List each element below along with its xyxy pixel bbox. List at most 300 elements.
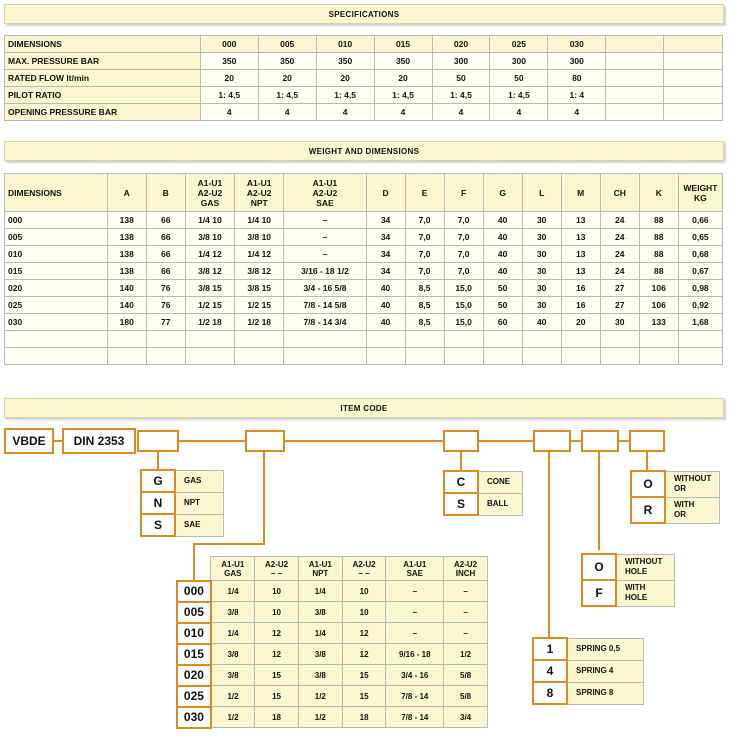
size-cell: 1/4 <box>298 581 342 602</box>
weight-cell: 8,5 <box>405 280 444 297</box>
size-cell: 10 <box>342 581 386 602</box>
weight-header-cell: A1-U1 A2-U2 SAE <box>284 174 366 212</box>
weight-cell <box>444 331 483 348</box>
weight-cell: – <box>284 229 366 246</box>
prefix-vbde-box <box>4 428 54 454</box>
size-cell: 3/8 <box>211 665 255 686</box>
spring-code-slot <box>533 430 571 452</box>
weight-cell: 34 <box>366 212 405 229</box>
weight-cell: 30 <box>522 246 561 263</box>
weight-cell <box>639 331 678 348</box>
connector-line <box>460 452 462 470</box>
weight-row <box>5 212 723 229</box>
size-cell: – <box>386 623 444 644</box>
seal-code: R <box>631 497 665 523</box>
weight-cell: 30 <box>522 280 561 297</box>
weight-cell: 77 <box>146 314 185 331</box>
weight-cell <box>561 348 600 365</box>
spec-cell: 350 <box>258 53 316 70</box>
weight-cell: 30 <box>522 229 561 246</box>
size-header-cell: A1-U1 GAS <box>211 557 255 581</box>
weight-cell: 7,0 <box>444 212 483 229</box>
weight-cell: 66 <box>146 229 185 246</box>
seal-code: O <box>631 471 665 497</box>
spec-cell: 015 <box>374 36 432 53</box>
spec-cell: 1: 4,5 <box>374 87 432 104</box>
poppet-code: S <box>444 493 478 515</box>
size-cell: 1/2 <box>298 707 342 728</box>
hole-code-slot <box>581 430 619 452</box>
spec-cell: 80 <box>548 70 606 87</box>
connector-line <box>263 452 265 544</box>
size-cell: – <box>386 602 444 623</box>
weight-header-cell: WEIGHT KG <box>678 174 722 212</box>
weight-cell: 7,0 <box>444 246 483 263</box>
spring-code: 8 <box>533 682 567 704</box>
thread-code: S <box>141 514 175 536</box>
weight-cell <box>678 331 722 348</box>
thread-legend-row <box>141 470 224 492</box>
weight-row <box>5 229 723 246</box>
weight-cell: 13 <box>561 263 600 280</box>
weight-row <box>5 280 723 297</box>
spec-cell: 010 <box>316 36 374 53</box>
weight-header-cell: DIMENSIONS <box>5 174 108 212</box>
weight-cell: 138 <box>107 263 146 280</box>
size-code: 000 <box>177 581 211 602</box>
spec-cell: 020 <box>432 36 490 53</box>
weight-cell: 010 <box>5 246 108 263</box>
size-cell: 3/8 <box>298 602 342 623</box>
spring-desc: SPRING 4 <box>567 660 644 682</box>
hole-legend <box>581 553 675 607</box>
weight-cell: 3/4 - 16 5/8 <box>284 280 366 297</box>
weight-cell: 15,0 <box>444 297 483 314</box>
weight-header-row <box>5 174 723 212</box>
weight-header-cell: F <box>444 174 483 212</box>
size-row <box>177 581 488 602</box>
weight-cell: 7,0 <box>405 229 444 246</box>
size-code: 010 <box>177 623 211 644</box>
weight-cell: 40 <box>483 246 522 263</box>
spring-legend-row <box>533 682 644 704</box>
weight-dimensions-title-bar <box>4 141 724 161</box>
poppet-desc: CONE <box>478 471 523 493</box>
weight-cell <box>146 331 185 348</box>
weight-cell <box>522 348 561 365</box>
spec-row-label: PILOT RATIO <box>5 87 201 104</box>
weight-cell <box>600 331 639 348</box>
weight-cell: 24 <box>600 229 639 246</box>
size-cell: 5/8 <box>444 665 488 686</box>
weight-cell: 8,5 <box>405 297 444 314</box>
weight-cell <box>600 348 639 365</box>
weight-cell: 34 <box>366 246 405 263</box>
item-code-title: ITEM CODE <box>340 403 388 413</box>
thread-legend-row <box>141 514 224 536</box>
size-cell: 1/4 <box>211 581 255 602</box>
size-cell: 3/8 <box>211 644 255 665</box>
weight-cell: 50 <box>483 280 522 297</box>
size-cell: 3/4 <box>444 707 488 728</box>
size-cell: 5/8 <box>444 686 488 707</box>
seal-desc: WITH OR <box>665 497 720 523</box>
weight-cell: 000 <box>5 212 108 229</box>
weight-cell: 7,0 <box>405 263 444 280</box>
size-cell: – <box>444 623 488 644</box>
weight-cell: 133 <box>639 314 678 331</box>
spec-cell: 4 <box>548 104 606 121</box>
seal-code-slot <box>629 430 665 452</box>
spec-cell: 4 <box>374 104 432 121</box>
weight-header-cell: A1-U1 A2-U2 NPT <box>235 174 284 212</box>
weight-cell <box>107 331 146 348</box>
weight-cell <box>284 348 366 365</box>
spec-cell: 300 <box>548 53 606 70</box>
size-cell: 18 <box>255 707 299 728</box>
weight-header-cell: CH <box>600 174 639 212</box>
spring-desc: SPRING 8 <box>567 682 644 704</box>
weight-row <box>5 331 723 348</box>
spring-code: 4 <box>533 660 567 682</box>
thread-code: G <box>141 470 175 492</box>
hole-desc: WITH HOLE <box>616 580 675 606</box>
weight-cell: 15,0 <box>444 280 483 297</box>
spec-cell: 025 <box>490 36 548 53</box>
spec-cell <box>664 53 723 70</box>
weight-cell: 7,0 <box>405 246 444 263</box>
spring-legend-row <box>533 638 644 660</box>
weight-row <box>5 246 723 263</box>
poppet-desc: BALL <box>478 493 523 515</box>
weight-cell <box>444 348 483 365</box>
size-row <box>177 665 488 686</box>
weight-cell: 40 <box>366 314 405 331</box>
weight-cell: 138 <box>107 212 146 229</box>
size-row <box>177 623 488 644</box>
spec-cell <box>606 53 664 70</box>
spec-cell <box>606 87 664 104</box>
size-code-slot <box>245 430 285 452</box>
size-legend <box>176 556 488 729</box>
seal-legend-row <box>631 497 720 523</box>
weight-cell: 40 <box>366 280 405 297</box>
weight-cell <box>483 348 522 365</box>
weight-cell: 66 <box>146 212 185 229</box>
spec-row <box>5 53 723 70</box>
weight-cell: 1/2 15 <box>185 297 234 314</box>
weight-cell: 138 <box>107 229 146 246</box>
weight-cell <box>366 331 405 348</box>
size-cell: 7/8 - 14 <box>386 707 444 728</box>
weight-cell <box>561 331 600 348</box>
size-cell: 10 <box>255 602 299 623</box>
connector-line <box>598 452 600 550</box>
weight-cell: 16 <box>561 280 600 297</box>
spring-desc: SPRING 0,5 <box>567 638 644 660</box>
size-cell: 1/2 <box>298 686 342 707</box>
weight-cell: 8,5 <box>405 314 444 331</box>
spec-cell: 005 <box>258 36 316 53</box>
weight-cell: 0,98 <box>678 280 722 297</box>
spec-row <box>5 87 723 104</box>
thread-desc: SAE <box>175 514 224 536</box>
weight-cell: 0,67 <box>678 263 722 280</box>
spec-cell: 4 <box>316 104 374 121</box>
spec-cell: 300 <box>490 53 548 70</box>
size-cell: 3/8 <box>211 602 255 623</box>
spec-cell: 030 <box>548 36 606 53</box>
weight-cell: 24 <box>600 212 639 229</box>
spec-cell: 1: 4,5 <box>432 87 490 104</box>
spec-row-label: RATED FLOW lt/min <box>5 70 201 87</box>
hole-desc: WITHOUT HOLE <box>616 554 675 580</box>
weight-cell <box>185 331 234 348</box>
size-cell: 1/4 <box>211 623 255 644</box>
weight-cell <box>366 348 405 365</box>
weight-cell <box>284 331 366 348</box>
weight-cell: 40 <box>483 212 522 229</box>
weight-cell <box>107 348 146 365</box>
thread-desc: NPT <box>175 492 224 514</box>
spec-cell <box>664 87 723 104</box>
weight-cell: 1/4 12 <box>185 246 234 263</box>
size-cell: 15 <box>255 686 299 707</box>
hole-legend-row <box>582 554 675 580</box>
spec-cell: 350 <box>200 53 258 70</box>
weight-cell <box>405 348 444 365</box>
weight-cell: 106 <box>639 280 678 297</box>
weight-cell: 7,0 <box>405 212 444 229</box>
size-header-cell: A1-U1 SAE <box>386 557 444 581</box>
weight-cell: 3/8 15 <box>235 280 284 297</box>
weight-header-cell: K <box>639 174 678 212</box>
spec-cell: 1: 4,5 <box>316 87 374 104</box>
weight-cell: 88 <box>639 212 678 229</box>
weight-cell: 76 <box>146 280 185 297</box>
weight-cell: 60 <box>483 314 522 331</box>
weight-header-cell: A <box>107 174 146 212</box>
size-code: 025 <box>177 686 211 707</box>
size-cell: – <box>386 581 444 602</box>
size-cell: 3/4 - 16 <box>386 665 444 686</box>
weight-cell: 7/8 - 14 3/4 <box>284 314 366 331</box>
weight-cell: 76 <box>146 297 185 314</box>
spec-cell: 4 <box>258 104 316 121</box>
spec-cell <box>606 70 664 87</box>
spec-row-label: DIMENSIONS <box>5 36 201 53</box>
weight-cell: 7/8 - 14 5/8 <box>284 297 366 314</box>
connector-line <box>178 440 246 442</box>
weight-cell: 34 <box>366 229 405 246</box>
weight-cell: 3/8 15 <box>185 280 234 297</box>
poppet-code-slot <box>443 430 479 452</box>
weight-cell <box>522 331 561 348</box>
weight-cell <box>146 348 185 365</box>
weight-cell <box>185 348 234 365</box>
weight-cell: 66 <box>146 246 185 263</box>
weight-cell: 015 <box>5 263 108 280</box>
weight-cell: 88 <box>639 263 678 280</box>
weight-header-cell: E <box>405 174 444 212</box>
size-row <box>177 686 488 707</box>
weight-cell <box>5 348 108 365</box>
connector-line <box>646 452 648 470</box>
size-code: 030 <box>177 707 211 728</box>
weight-cell: 005 <box>5 229 108 246</box>
weight-cell <box>639 348 678 365</box>
size-cell: 12 <box>342 644 386 665</box>
spec-cell: 50 <box>490 70 548 87</box>
spec-cell <box>606 36 664 53</box>
weight-cell <box>5 331 108 348</box>
spring-legend-row <box>533 660 644 682</box>
weight-cell: 140 <box>107 280 146 297</box>
spec-cell: 350 <box>374 53 432 70</box>
spring-code: 1 <box>533 638 567 660</box>
spec-cell: 20 <box>200 70 258 87</box>
thread-legend <box>140 469 224 537</box>
size-code: 020 <box>177 665 211 686</box>
weight-cell: 66 <box>146 263 185 280</box>
hole-legend-row <box>582 580 675 606</box>
connector-line <box>193 543 265 545</box>
size-cell: 1/4 <box>298 623 342 644</box>
size-cell: 7/8 - 14 <box>386 686 444 707</box>
spec-row-label: OPENING PRESSURE BAR <box>5 104 201 121</box>
connector-line <box>157 452 159 470</box>
hole-code: O <box>582 554 616 580</box>
weight-dimensions-title: WEIGHT AND DIMENSIONS <box>308 146 420 156</box>
weight-header-cell: L <box>522 174 561 212</box>
poppet-legend <box>443 470 523 516</box>
size-header-cell: A2-U2 INCH <box>444 557 488 581</box>
spec-row <box>5 70 723 87</box>
weight-cell: 020 <box>5 280 108 297</box>
item-code-title-bar <box>4 398 724 418</box>
weight-cell: 50 <box>483 297 522 314</box>
weight-cell: 7,0 <box>444 263 483 280</box>
weight-cell: 1/4 10 <box>235 212 284 229</box>
connector-line <box>548 452 550 638</box>
connector-line <box>478 440 534 442</box>
weight-cell: 1/4 10 <box>185 212 234 229</box>
weight-cell: 24 <box>600 246 639 263</box>
poppet-legend-row <box>444 493 523 515</box>
weight-cell: 0,65 <box>678 229 722 246</box>
weight-row <box>5 297 723 314</box>
weight-cell: 40 <box>483 263 522 280</box>
weight-cell: 30 <box>522 212 561 229</box>
weight-dimensions-table <box>4 173 723 365</box>
weight-cell: 88 <box>639 229 678 246</box>
weight-cell: 106 <box>639 297 678 314</box>
weight-cell: 34 <box>366 263 405 280</box>
weight-cell: 138 <box>107 246 146 263</box>
weight-cell: 3/8 12 <box>185 263 234 280</box>
weight-cell: 0,66 <box>678 212 722 229</box>
spec-cell: 350 <box>316 53 374 70</box>
spec-cell <box>664 70 723 87</box>
seal-legend <box>630 470 720 524</box>
size-row <box>177 602 488 623</box>
spec-cell: 4 <box>200 104 258 121</box>
size-cell: – <box>444 602 488 623</box>
size-cell: 15 <box>342 686 386 707</box>
size-cell: 15 <box>342 665 386 686</box>
weight-cell: 140 <box>107 297 146 314</box>
weight-cell: 40 <box>522 314 561 331</box>
weight-cell: 1/4 12 <box>235 246 284 263</box>
prefix-din: DIN 2353 <box>73 434 125 448</box>
spec-cell <box>664 36 723 53</box>
weight-cell <box>678 348 722 365</box>
weight-cell: 24 <box>600 263 639 280</box>
spec-cell: 20 <box>374 70 432 87</box>
size-header-blank <box>177 557 211 581</box>
weight-cell: 0,92 <box>678 297 722 314</box>
weight-cell: 16 <box>561 297 600 314</box>
spec-cell: 20 <box>258 70 316 87</box>
weight-cell: 15,0 <box>444 314 483 331</box>
spec-cell: 300 <box>432 53 490 70</box>
size-cell: – <box>444 581 488 602</box>
size-header-cell: A1-U1 NPT <box>298 557 342 581</box>
weight-cell: 13 <box>561 246 600 263</box>
spec-cell: 1: 4,5 <box>200 87 258 104</box>
spec-cell: 1: 4,5 <box>490 87 548 104</box>
weight-cell: 3/8 12 <box>235 263 284 280</box>
weight-cell: 1/2 15 <box>235 297 284 314</box>
spec-row <box>5 104 723 121</box>
weight-cell: 1/2 18 <box>185 314 234 331</box>
seal-desc: WITHOUT OR <box>665 471 720 497</box>
weight-header-cell: D <box>366 174 405 212</box>
size-cell: 3/8 <box>298 665 342 686</box>
size-cell: 9/16 - 18 <box>386 644 444 665</box>
connector-line <box>284 440 444 442</box>
size-cell: 1/2 <box>211 686 255 707</box>
weight-cell: 13 <box>561 229 600 246</box>
size-code: 005 <box>177 602 211 623</box>
weight-cell: 27 <box>600 297 639 314</box>
spec-cell: 4 <box>432 104 490 121</box>
weight-cell: 025 <box>5 297 108 314</box>
size-cell: 12 <box>255 623 299 644</box>
thread-desc: GAS <box>175 470 224 492</box>
size-cell: 15 <box>255 665 299 686</box>
weight-header-cell: A1-U1 A2-U2 GAS <box>185 174 234 212</box>
weight-cell: 30 <box>600 314 639 331</box>
size-cell: 10 <box>342 602 386 623</box>
weight-cell: 3/16 - 18 1/2 <box>284 263 366 280</box>
weight-cell: 1/2 18 <box>235 314 284 331</box>
weight-row <box>5 314 723 331</box>
seal-legend-row <box>631 471 720 497</box>
weight-cell: 030 <box>5 314 108 331</box>
weight-row <box>5 348 723 365</box>
weight-cell: 20 <box>561 314 600 331</box>
spec-cell: 50 <box>432 70 490 87</box>
weight-cell: 0,68 <box>678 246 722 263</box>
size-cell: 3/8 <box>298 644 342 665</box>
spec-cell: 000 <box>200 36 258 53</box>
hole-code: F <box>582 580 616 606</box>
weight-cell: 40 <box>366 297 405 314</box>
weight-cell: – <box>284 212 366 229</box>
weight-cell: 3/8 10 <box>235 229 284 246</box>
thread-code-slot <box>137 430 179 452</box>
